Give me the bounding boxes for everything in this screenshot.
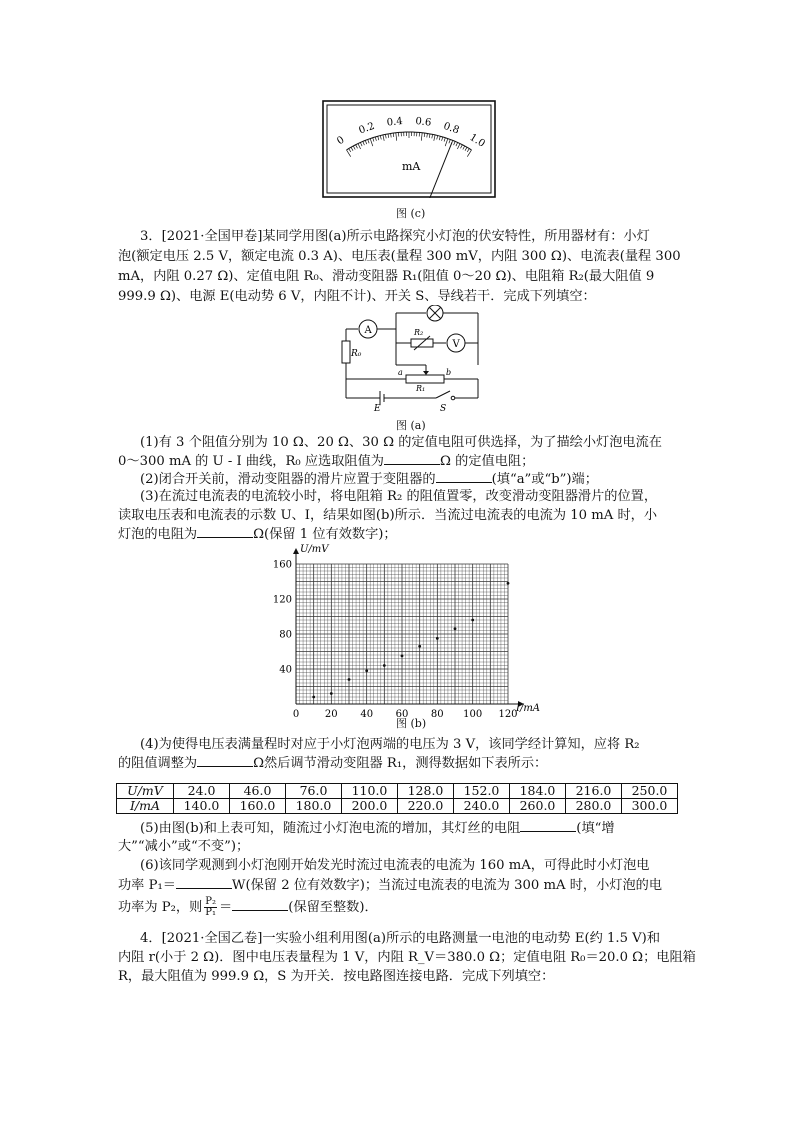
table-cell: 200.0 bbox=[342, 799, 398, 814]
ammeter-label: A bbox=[364, 325, 372, 336]
q4-line-1: 4．[2021·全国乙卷]一实验小组利用图(a)所示的电路测量一电池的电动势 E(约 1.5 V)和 bbox=[140, 931, 661, 946]
dial-tick bbox=[432, 134, 433, 138]
dial-tick bbox=[456, 143, 458, 147]
dial-tick bbox=[383, 135, 384, 141]
q3-p6-line-2 bbox=[118, 876, 662, 894]
q3-line-3: mA，内阻 0.27 Ω)、定值电阻 R₀、滑动变阻器 R₁(阻值 0～20 Ω)、电阻箱 R₂(最大阻值 9 bbox=[118, 269, 655, 284]
dial-tick bbox=[358, 144, 361, 149]
switch-blade bbox=[436, 391, 450, 398]
dial-tick bbox=[388, 134, 389, 138]
p4-text-post: Ω然后调节滑动变阻器 R₁，测得数据如下表所示： bbox=[253, 756, 548, 771]
q3-p3-line-1: (3)在流过电流表的电流较小时，将电阻箱 R₂ 的阻值置零，改变滑动变阻器滑片的位置， bbox=[140, 489, 658, 504]
dial-tick bbox=[454, 141, 456, 145]
y-tick-label: 40 bbox=[279, 664, 292, 676]
dial-tick bbox=[467, 149, 469, 152]
p1-text-pre: 0～300 mA 的 U - I 曲线，R₀ 应选取阻值为 bbox=[118, 454, 384, 469]
x-tick-label: 100 bbox=[463, 709, 483, 720]
p6-text-pre: 功率 P₁＝ bbox=[118, 878, 176, 893]
dial-tick-label: 0.8 bbox=[441, 120, 461, 137]
r1-label: R₁ bbox=[416, 384, 426, 393]
dial-tick bbox=[373, 138, 374, 142]
terminal-b-label: b bbox=[446, 368, 452, 377]
x-tick-label: 120 bbox=[498, 709, 518, 720]
dial-tick bbox=[442, 137, 443, 141]
dial-tick bbox=[368, 140, 369, 144]
q3-p1-line-2 bbox=[118, 452, 534, 470]
dial-tick bbox=[351, 147, 353, 151]
dial-tick bbox=[461, 145, 463, 149]
q4-line-2: 内阻 r(小于 2 Ω)．图中电压表量程为 1 V，内阻 R_V＝380.0 Ω；定值电阻 R₀＝20.0 Ω；电阻箱 bbox=[118, 950, 696, 965]
p6-ratio-answer-blank[interactable] bbox=[232, 898, 288, 911]
y-tick-label: 120 bbox=[272, 594, 292, 606]
x-tick-label: 60 bbox=[395, 709, 409, 720]
p2-text-pre: (2)闭合开关前，滑动变阻器的滑片应置于变阻器的 bbox=[140, 472, 436, 487]
chart-caption: 图 (b) bbox=[396, 717, 427, 730]
rheostat-slider-arrow bbox=[423, 371, 429, 375]
data-point bbox=[312, 696, 315, 699]
dial-tick bbox=[449, 140, 450, 144]
table-cell: 220.0 bbox=[398, 799, 454, 814]
dial-tick bbox=[445, 139, 448, 147]
meter-caption: 图 (c) bbox=[396, 207, 426, 220]
dial-unit-label: mA bbox=[402, 160, 421, 173]
data-point bbox=[454, 627, 457, 630]
dial-tick bbox=[391, 133, 392, 137]
data-point bbox=[348, 678, 351, 681]
dial-needle bbox=[422, 142, 452, 198]
data-point bbox=[401, 655, 404, 658]
table-cell: 76.0 bbox=[286, 784, 342, 799]
data-point bbox=[330, 692, 333, 695]
q3-p4-line-1: (4)为使得电压表满量程时对应于小灯泡两端的电压为 3 V，该同学经计算知，应将 R₂ bbox=[140, 737, 640, 752]
dial-tick bbox=[363, 141, 365, 145]
p6-p1-answer-blank[interactable] bbox=[176, 876, 232, 889]
data-point bbox=[418, 645, 421, 648]
dial-tick bbox=[385, 134, 386, 138]
p2-answer-blank[interactable] bbox=[436, 470, 492, 483]
fraction-numerator: P₂ bbox=[205, 896, 217, 907]
q3-p1-line-1: (1)有 3 个阻值分别为 10 Ω、20 Ω、30 Ω 的定值电阻可供选择，为了描绘小灯泡电流在 bbox=[140, 435, 662, 450]
x-tick-label: 40 bbox=[360, 709, 374, 720]
dial-tick bbox=[427, 133, 428, 137]
chart-tick-labels bbox=[273, 560, 518, 721]
u-i-chart-b bbox=[270, 540, 540, 722]
r0-label: R₀ bbox=[351, 349, 362, 359]
dial-tick bbox=[465, 147, 467, 151]
p6c-eq: ＝ bbox=[219, 900, 233, 915]
q3-line-4: 999.9 Ω)、电源 E(电动势 6 V，内阻不计)、开关 S、导线若干．完成下列填空： bbox=[118, 289, 596, 304]
table-row-current bbox=[117, 799, 678, 814]
x-tick-label: 20 bbox=[324, 709, 338, 720]
y-tick-label: 80 bbox=[279, 629, 292, 641]
fraction-denominator: P₁ bbox=[205, 907, 217, 918]
x-tick-label: 0 bbox=[292, 709, 300, 720]
chart-grid bbox=[296, 564, 508, 704]
dial-tick bbox=[375, 137, 376, 141]
data-point bbox=[383, 664, 386, 667]
p3-text-post: Ω(保留 1 位有效数字)； bbox=[253, 527, 397, 542]
dial-tick bbox=[444, 138, 445, 142]
p5-answer-blank[interactable] bbox=[520, 819, 576, 832]
terminal-a-label: a bbox=[398, 368, 403, 377]
table-cell: 216.0 bbox=[566, 784, 622, 799]
ammeter-dial-figure bbox=[322, 100, 496, 198]
q3-p6-line-3 bbox=[118, 897, 378, 918]
dial-tick-label: 0.6 bbox=[414, 115, 432, 129]
p4-answer-blank[interactable] bbox=[197, 754, 253, 767]
data-point bbox=[507, 582, 510, 585]
switch-label: S bbox=[440, 404, 447, 414]
dial-tick bbox=[457, 144, 460, 149]
q3-line-2: 泡(额定电压 2.5 V，额定电流 0.3 A)、电压表(量程 300 mV，内阻 300 Ω)、电流表(量程 300 bbox=[118, 249, 681, 264]
table-cell: 180.0 bbox=[286, 799, 342, 814]
y-tick-label: 160 bbox=[272, 559, 292, 571]
dial-tick bbox=[429, 134, 430, 138]
chart-xlabel: I/mA bbox=[516, 703, 540, 714]
data-point bbox=[471, 619, 474, 622]
switch-contact bbox=[451, 396, 455, 400]
dial-tick bbox=[380, 136, 381, 140]
dial-tick bbox=[439, 136, 440, 140]
table-cell: 24.0 bbox=[174, 784, 230, 799]
p4-text-pre: 的阻值调整为 bbox=[118, 756, 198, 771]
dial-tick bbox=[396, 133, 397, 141]
q3-line-1: 3．[2021·全国甲卷]某同学用图(a)所示电路探究小灯泡的伏安特性，所用器材有：小灯 bbox=[140, 229, 650, 244]
dial-scale-labels bbox=[335, 116, 487, 150]
ratio-fraction bbox=[204, 897, 217, 918]
r2-label: R₂ bbox=[414, 328, 424, 337]
p5-text-post: (填“增 bbox=[576, 821, 615, 836]
chart-ylabel: U/mV bbox=[300, 544, 329, 555]
q3-p5-line-2: 大”“减小”或“不变”)； bbox=[118, 839, 250, 854]
table-cell: 110.0 bbox=[342, 784, 398, 799]
q3-p5-line-1 bbox=[140, 819, 615, 837]
x-tick-label: 80 bbox=[430, 709, 444, 720]
table-cell: 250.0 bbox=[622, 784, 678, 799]
p1-answer-blank[interactable] bbox=[384, 452, 440, 465]
dial-tick bbox=[349, 149, 351, 152]
q3-p6-line-1: (6)该同学观测到小灯泡刚开始发光时流过电流表的电流为 160 mA，可得此时小灯泡电 bbox=[140, 858, 650, 873]
table-cell: 240.0 bbox=[454, 799, 510, 814]
y-axis-arrow bbox=[293, 548, 299, 554]
table-header-i: I/mA bbox=[117, 799, 174, 814]
table-cell: 280.0 bbox=[566, 799, 622, 814]
q3-p2 bbox=[140, 470, 598, 488]
p6c-text-post: (保留至整数)． bbox=[288, 900, 378, 915]
dial-tick bbox=[365, 140, 366, 144]
data-point bbox=[365, 669, 368, 672]
q3-p4-line-2 bbox=[118, 754, 547, 772]
q3-p3-line-2: 读取电压表和电流表的示数 U、I，结果如图(b)所示．当流过电流表的电流为 10 mA 时，小 bbox=[118, 508, 658, 523]
dial-tick bbox=[370, 139, 373, 147]
dial-scale bbox=[347, 132, 472, 157]
dial-tick-label: 0.4 bbox=[386, 115, 404, 129]
circuit-diagram-a bbox=[336, 305, 486, 415]
r1-rheostat bbox=[406, 375, 444, 383]
p6c-text-pre: 功率为 P₂，则 bbox=[118, 900, 203, 915]
table-cell: 140.0 bbox=[174, 799, 230, 814]
p3-answer-blank[interactable] bbox=[197, 525, 253, 538]
dial-tick bbox=[360, 143, 362, 147]
p1-text-post: Ω 的定值电阻； bbox=[440, 454, 535, 469]
dial-inner-frame bbox=[327, 105, 491, 193]
dial-tick-label: 0 bbox=[335, 134, 347, 148]
measurement-table bbox=[116, 783, 678, 814]
p5-text-pre: (5)由图(b)和上表可知，随流过小灯泡电流的增加，其灯丝的电阻 bbox=[140, 821, 521, 836]
p3-text-pre: 灯泡的电阻为 bbox=[118, 527, 198, 542]
data-point bbox=[436, 637, 439, 640]
table-cell: 160.0 bbox=[230, 799, 286, 814]
dial-tick bbox=[393, 133, 394, 137]
dial-tick bbox=[421, 133, 422, 141]
circuit-caption: 图 (a) bbox=[396, 419, 426, 432]
table-cell: 128.0 bbox=[398, 784, 454, 799]
table-cell: 300.0 bbox=[622, 799, 678, 814]
dial-tick bbox=[378, 136, 379, 140]
q4-line-3: R，最大阻值为 999.9 Ω，S 为开关．按电路图连接电路．完成下列填空： bbox=[118, 969, 555, 984]
dial-tick bbox=[353, 146, 355, 150]
p6-text-post: W(保留 2 位有效数字)；当流过电流表的电流为 300 mA 时，小灯泡的电 bbox=[231, 878, 663, 893]
voltmeter-label: V bbox=[452, 339, 460, 350]
dial-tick bbox=[463, 146, 465, 150]
table-cell: 152.0 bbox=[454, 784, 510, 799]
table-cell: 260.0 bbox=[510, 799, 566, 814]
p2-text-post: (填“a”或“b”)端； bbox=[491, 472, 598, 487]
dial-tick bbox=[424, 133, 425, 137]
battery-label: E bbox=[374, 404, 381, 414]
table-cell: 46.0 bbox=[230, 784, 286, 799]
table-row-voltage bbox=[117, 784, 678, 799]
table-header-u: U/mV bbox=[117, 784, 174, 799]
table-cell: 184.0 bbox=[510, 784, 566, 799]
dial-tick-label: 1.0 bbox=[467, 132, 487, 150]
dial-tick bbox=[356, 145, 358, 149]
dial-tick-label: 0.2 bbox=[357, 120, 377, 137]
r0-resistor bbox=[342, 341, 350, 363]
dial-tick bbox=[434, 135, 435, 141]
dial-tick bbox=[437, 136, 438, 140]
